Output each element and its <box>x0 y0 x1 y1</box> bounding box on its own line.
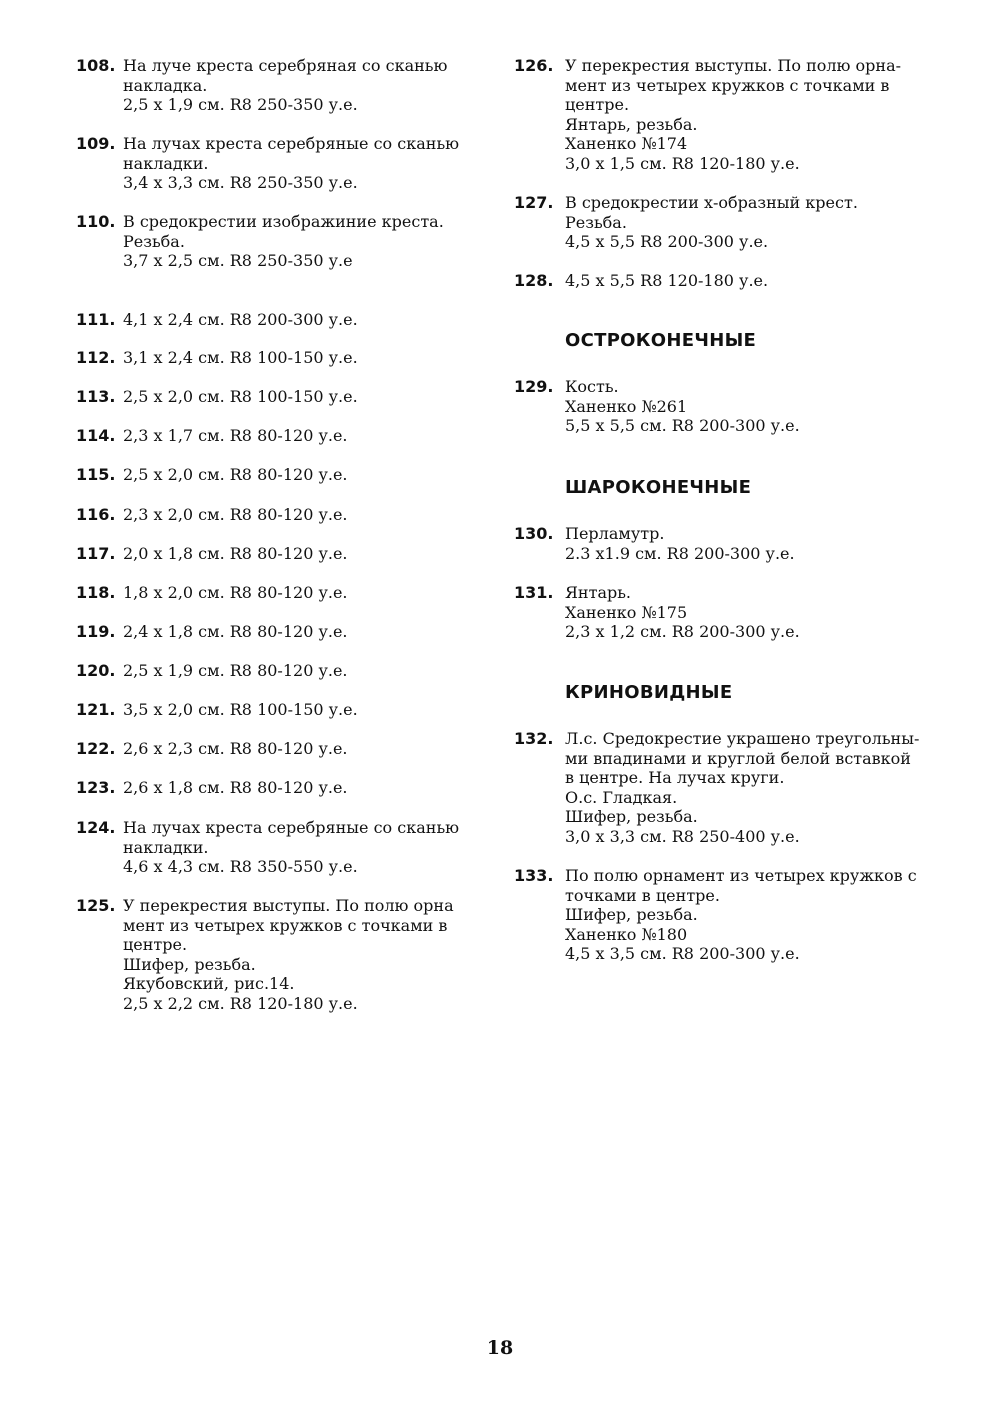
entry-description <box>565 271 768 291</box>
entry-number: 128. <box>514 271 554 290</box>
entry-line: 2,6 х 1,8 см. R8 80-120 у.е. <box>123 778 348 797</box>
entry-line: 2,4 х 1,8 см. R8 80-120 у.е. <box>123 622 348 641</box>
entry-line: В средокрестии изображиние креста. <box>123 212 444 231</box>
entry-line: Шифер, резьба. <box>565 905 698 924</box>
entry-description <box>123 56 447 115</box>
entry-number: 120. <box>76 661 116 680</box>
entry-line: Ханенко №175 <box>565 602 688 622</box>
entry-line: Янтарь, резьба. <box>565 114 698 134</box>
entry-number: 110. <box>76 212 116 231</box>
entry-number: 114. <box>76 426 116 445</box>
entry-description <box>123 348 358 368</box>
entry-description <box>123 465 348 485</box>
entry-line: 2,3 х 2,0 см. R8 80-120 у.е. <box>123 505 348 524</box>
entry-line: Резьба. <box>123 231 185 251</box>
entry-line: 1,8 х 2,0 см. R8 80-120 у.е. <box>123 583 348 602</box>
entry-number: 113. <box>76 387 116 406</box>
entry-line: 2,3 х 1,2 см. R8 200-300 у.е. <box>565 622 800 641</box>
entry-description <box>123 544 348 564</box>
entry-number: 121. <box>76 700 116 719</box>
entry-line: По полю орнамент из четырех кружков с <box>565 866 917 885</box>
section-heading-krinovidnye: КРИНОВИДНЫЕ <box>565 682 733 703</box>
entry-number: 118. <box>76 583 116 602</box>
entry-line: 2,5 х 1,9 см. R8 250-350 у.е. <box>123 95 358 114</box>
entry-description <box>565 583 800 642</box>
entry-line: У перекрестия выступы. По полю орна <box>123 896 454 915</box>
entry-line: Перламутр. <box>565 524 665 543</box>
entry-description <box>123 778 348 798</box>
entry-line: точками в центре. <box>565 885 720 905</box>
entry-number: 126. <box>514 56 554 75</box>
entry-line: 2,5 х 2,0 см. R8 80-120 у.е. <box>123 465 348 484</box>
entry-line: Ханенко №174 <box>565 134 688 153</box>
entry-line: Шифер, резьба. <box>565 807 698 826</box>
entry-line: 3,0 х 3,3 см. R8 250-400 у.е. <box>565 826 800 846</box>
entry-description <box>123 622 348 642</box>
entry-line: мент из четырех кружков с точками в <box>565 75 890 95</box>
entry-description <box>565 377 800 436</box>
entry-line: 2,6 х 2,3 см. R8 80-120 у.е. <box>123 739 348 758</box>
entry-description <box>123 426 348 446</box>
entry-line: 3,7 х 2,5 см. R8 250-350 у.е <box>123 251 353 270</box>
entry-number: 130. <box>514 524 554 543</box>
entry-line: в центре. На лучах круги. <box>565 768 785 787</box>
entry-line: мент из четырех кружков с точками в <box>123 915 448 935</box>
entry-line: 2,5 х 2,0 см. R8 100-150 у.е. <box>123 387 358 406</box>
entry-number: 119. <box>76 622 116 641</box>
entry-description <box>123 505 348 525</box>
entry-number: 111. <box>76 310 116 329</box>
entry-line: Шифер, резьба. <box>123 954 256 974</box>
section-heading-sharokonechnye: ШАРОКОНЕЧНЫЕ <box>565 477 752 498</box>
entry-number: 115. <box>76 465 116 484</box>
entry-number: 112. <box>76 348 116 367</box>
entry-line: 2,0 х 1,8 см. R8 80-120 у.е. <box>123 544 348 563</box>
entry-number: 117. <box>76 544 116 563</box>
entry-number: 109. <box>76 134 116 153</box>
entry-description <box>565 729 919 846</box>
entry-line: 3,0 х 1,5 см. R8 120-180 у.е. <box>565 153 800 173</box>
entry-description <box>123 661 348 681</box>
entry-number: 133. <box>514 866 554 885</box>
entry-number: 129. <box>514 377 554 396</box>
entry-line: 4,5 х 5,5 R8 120-180 у.е. <box>565 271 769 290</box>
entry-line: 3,5 х 2,0 см. R8 100-150 у.е. <box>123 700 358 719</box>
entry-line: О.с. Гладкая. <box>565 787 678 807</box>
entry-line: 5,5 х 5,5 см. R8 200-300 у.е. <box>565 416 800 435</box>
entry-description <box>123 387 358 407</box>
section-heading-ostrokonechnye: ОСТРОКОНЕЧНЫЕ <box>565 330 757 351</box>
entry-line: Кость. <box>565 377 619 396</box>
entry-line: 2,5 х 2,2 см. R8 120-180 у.е. <box>123 993 358 1013</box>
entry-line: 2.3 х1.9 см. R8 200-300 у.е. <box>565 543 795 563</box>
entry-line: центре. <box>565 95 630 114</box>
entry-number: 116. <box>76 505 116 524</box>
entry-line: 4,1 х 2,4 см. R8 200-300 у.е. <box>123 310 358 329</box>
entry-line: Резьба. <box>565 212 627 232</box>
entry-description <box>123 583 348 603</box>
entry-number: 127. <box>514 193 554 212</box>
entry-line: На луче креста серебряная со сканью <box>123 56 448 75</box>
entry-line: 3,1 х 2,4 см. R8 100-150 у.е. <box>123 348 358 367</box>
entry-number: 123. <box>76 778 116 797</box>
entry-line: На лучах креста серебряные со сканью <box>123 134 460 153</box>
entry-description <box>123 134 459 193</box>
entry-number: 125. <box>76 896 116 915</box>
entry-line: 2,3 х 1,7 см. R8 80-120 у.е. <box>123 426 348 445</box>
entry-line: 4,5 х 5,5 R8 200-300 у.е. <box>565 232 769 251</box>
entry-number: 122. <box>76 739 116 758</box>
entry-description <box>123 739 348 759</box>
entry-line: ми впадинами и круглой белой вставкой <box>565 748 911 768</box>
entry-line: 2,5 х 1,9 см. R8 80-120 у.е. <box>123 661 348 680</box>
entry-line: 4,6 х 4,3 см. R8 350-550 у.е. <box>123 857 358 876</box>
entry-description <box>123 896 454 1013</box>
entry-line: накладки. <box>123 153 209 173</box>
entry-description <box>565 524 795 563</box>
entry-description <box>123 818 459 877</box>
entry-number: 132. <box>514 729 554 748</box>
entry-description <box>123 310 358 330</box>
entry-line: 4,5 х 3,5 см. R8 200-300 у.е. <box>565 944 800 963</box>
entry-description <box>123 212 444 271</box>
page-number: 18 <box>486 1337 514 1359</box>
entry-line: накладки. <box>123 837 209 857</box>
entry-line: У перекрестия выступы. По полю орна- <box>565 56 902 75</box>
entry-description <box>123 700 358 720</box>
entry-description <box>565 193 858 252</box>
entry-line: Янтарь. <box>565 583 632 602</box>
entry-line: Якубовский, рис.14. <box>123 974 295 993</box>
entry-line: накладка. <box>123 75 208 95</box>
entry-line: Ханенко №261 <box>565 396 688 416</box>
entry-line: центре. <box>123 935 188 954</box>
entry-description <box>565 56 901 173</box>
entry-line: 3,4 х 3,3 см. R8 250-350 у.е. <box>123 173 358 192</box>
entry-number: 108. <box>76 56 116 75</box>
entry-number: 124. <box>76 818 116 837</box>
entry-line: Ханенко №180 <box>565 924 688 944</box>
entry-line: На лучах креста серебряные со сканью <box>123 818 460 837</box>
entry-line: В средокрестии х-образный крест. <box>565 193 858 212</box>
entry-description <box>565 866 917 964</box>
entry-line: Л.с. Средокрестие украшено треугольны- <box>565 729 920 748</box>
entry-number: 131. <box>514 583 554 602</box>
